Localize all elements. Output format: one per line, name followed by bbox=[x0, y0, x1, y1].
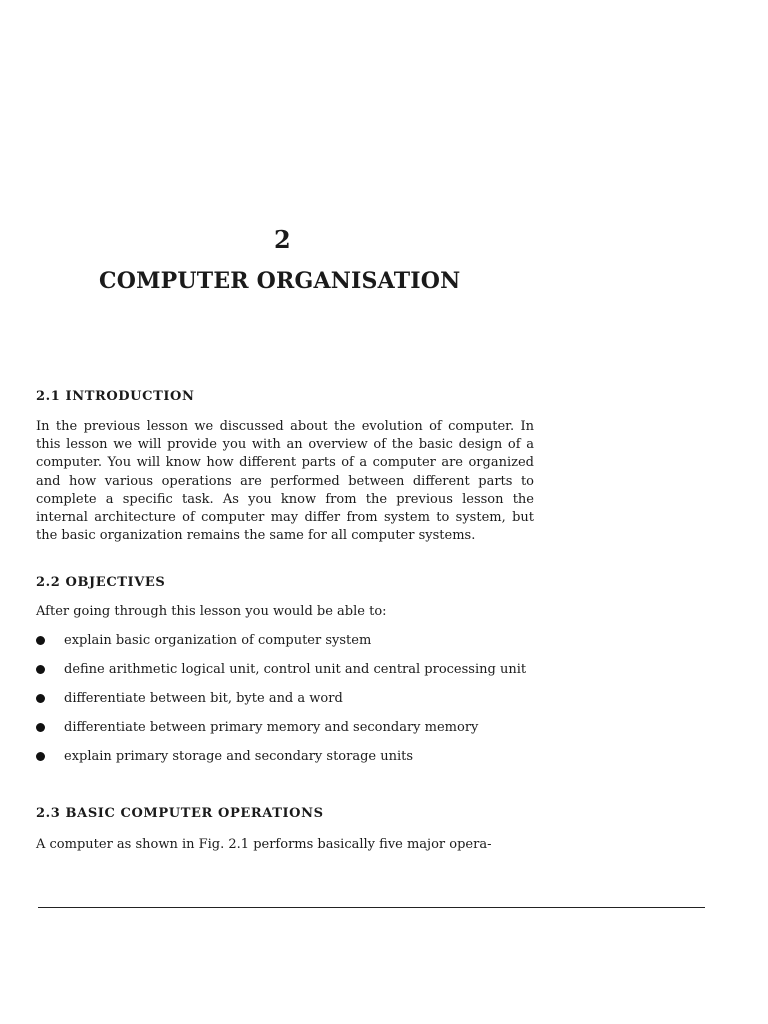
objective-item bbox=[36, 661, 536, 680]
bullet-icon bbox=[36, 665, 45, 674]
objective-item bbox=[36, 748, 536, 767]
bullet-icon bbox=[36, 723, 45, 732]
objective-text: explain basic organization of computer system bbox=[64, 633, 372, 648]
objective-text: define arithmetic logical unit, control unit and central processing unit bbox=[64, 662, 527, 677]
objectives-intro: After going through this lesson you would be able to: bbox=[36, 604, 387, 619]
footer-divider bbox=[38, 907, 705, 908]
objectives-list bbox=[36, 632, 536, 777]
section-heading-basic-operations: 2.3 BASIC COMPUTER OPERATIONS bbox=[36, 806, 324, 821]
section-heading-introduction: 2.1 INTRODUCTION bbox=[36, 389, 195, 404]
section-heading-objectives: 2.2 OBJECTIVES bbox=[36, 575, 166, 590]
chapter-number: 2 bbox=[274, 225, 291, 254]
objective-item bbox=[36, 632, 536, 651]
basic-operations-paragraph: A computer as shown in Fig. 2.1 performs basically five major opera- bbox=[36, 837, 492, 852]
objective-item bbox=[36, 719, 536, 738]
introduction-paragraph: In the previous lesson we discussed about the evolution of computer. In this lesson we will provide you with an overview of the basic design of a computer. You will know how different parts of a computer are organized and how various operations are performed between different parts to complete a specific task. As you know from the previous lesson the internal architecture of computer may differ from system to system, but the basic organization remains the same for all computer systems. bbox=[36, 419, 534, 544]
objective-item bbox=[36, 690, 536, 709]
objective-text: differentiate between bit, byte and a word bbox=[64, 691, 343, 706]
bullet-icon bbox=[36, 694, 45, 703]
objective-text: differentiate between primary memory and secondary memory bbox=[64, 720, 479, 735]
bullet-icon bbox=[36, 752, 45, 761]
bullet-icon bbox=[36, 636, 45, 645]
objective-text: explain primary storage and secondary storage units bbox=[64, 749, 414, 764]
chapter-title: COMPUTER ORGANISATION bbox=[99, 268, 461, 294]
